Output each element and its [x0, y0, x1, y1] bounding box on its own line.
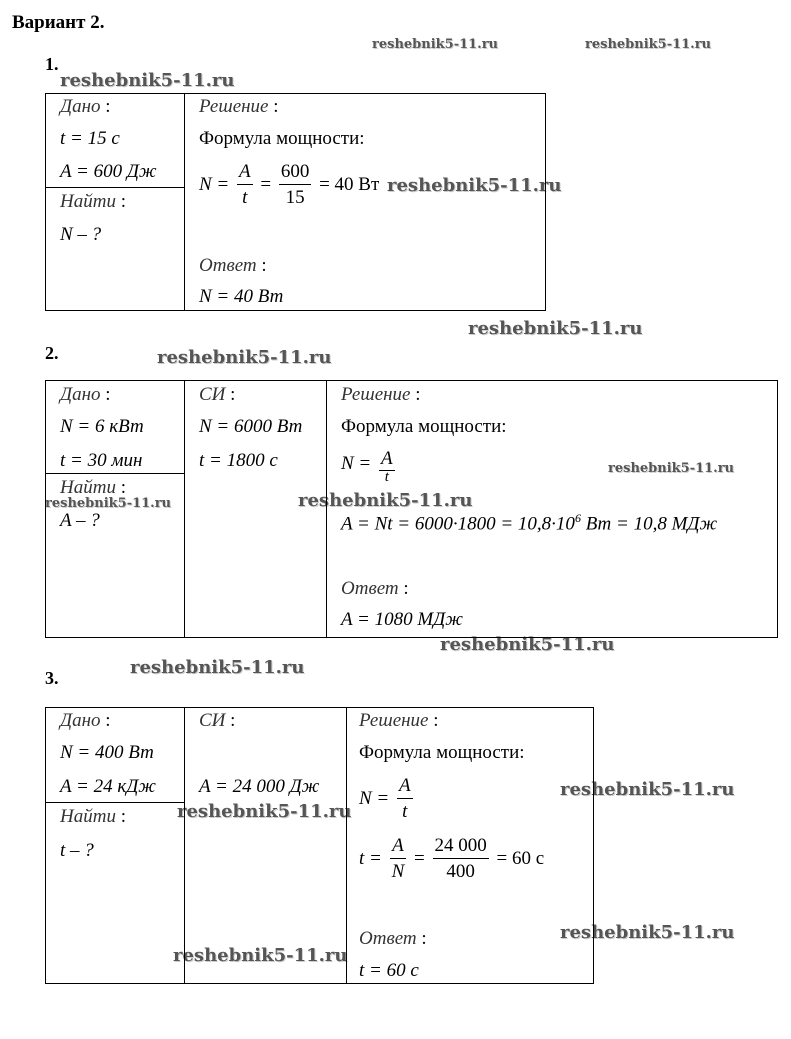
watermark: reshebnik5-11.ru	[468, 318, 643, 339]
table-divider	[326, 380, 327, 637]
given-value: N = 400 Вт	[60, 742, 154, 763]
formula-calc: N = $\frac{A}{t}$ = $\frac{600}{15}$ = 40 Вт	[199, 161, 380, 208]
given-header: Дано :	[60, 710, 111, 731]
formula-label: Формула мощности:	[199, 128, 365, 149]
formula-calc: t = $\frac{A}{N}$ = $\frac{24 000}{400}$ = 60 с	[359, 835, 545, 882]
si-value: t = 1800 с	[199, 450, 278, 471]
solution-header: Решение :	[359, 710, 439, 731]
given-header: Дано :	[60, 96, 111, 117]
answer-header: Ответ :	[359, 928, 427, 949]
given-value: A = 24 кДж	[60, 776, 156, 797]
given-value: N = 6 кВт	[60, 416, 144, 437]
table-divider	[45, 187, 185, 188]
answer-value: A = 1080 МДж	[341, 609, 463, 630]
given-header: Дано :	[60, 384, 111, 405]
problem-2-number: 2.	[45, 343, 59, 363]
watermark: reshebnik5-11.ru	[157, 347, 332, 368]
solution-header: Решение :	[199, 96, 279, 117]
find-header: Найти :	[60, 806, 126, 827]
si-header: СИ :	[199, 384, 236, 405]
answer-header: Ответ :	[199, 255, 267, 276]
find-value: t – ?	[60, 840, 94, 861]
watermark: reshebnik5-11.ru	[173, 945, 348, 966]
watermark: reshebnik5-11.ru	[60, 70, 235, 91]
formula-calc: $A = Nt = 6000\cdot 1800 = 10,8\cdot 10^6$ Вт = 10,8 МДж	[341, 511, 718, 535]
watermark: reshebnik5-11.ru	[298, 490, 473, 511]
formula-definition: N = $\frac{A}{t}$	[359, 775, 411, 822]
table-divider	[184, 707, 185, 983]
answer-value: N = 40 Вт	[199, 286, 284, 307]
find-value: N – ?	[60, 224, 102, 245]
watermark: reshebnik5-11.ru	[130, 657, 305, 678]
table-divider	[346, 707, 347, 983]
given-value: A = 600 Дж	[60, 161, 157, 182]
table-divider	[45, 802, 185, 803]
watermark: reshebnik5-11.ru	[387, 175, 562, 196]
formula-label: Формула мощности:	[341, 416, 507, 437]
si-value: A = 24 000 Дж	[199, 776, 320, 797]
watermark: reshebnik5-11.ru	[372, 37, 499, 52]
formula-definition: N = $\frac{A}{t}$	[341, 448, 393, 481]
table-divider	[184, 380, 185, 637]
answer-header: Ответ :	[341, 578, 409, 599]
watermark: reshebnik5-11.ru	[585, 37, 712, 52]
given-value: t = 30 мин	[60, 450, 143, 471]
solution-header: Решение :	[341, 384, 421, 405]
find-value: A – ?	[60, 510, 100, 531]
answer-value: t = 60 с	[359, 960, 419, 981]
page-title: Вариант 2.	[12, 12, 105, 33]
watermark: reshebnik5-11.ru	[440, 634, 615, 655]
table-divider	[184, 93, 185, 310]
watermark: reshebnik5-11.ru	[177, 801, 352, 822]
given-value: t = 15 с	[60, 128, 120, 149]
problem-1-number: 1.	[45, 54, 59, 74]
si-header: СИ :	[199, 710, 236, 731]
formula-label: Формула мощности:	[359, 742, 525, 763]
watermark: reshebnik5-11.ru	[45, 496, 172, 511]
watermark: reshebnik5-11.ru	[560, 779, 735, 800]
watermark: reshebnik5-11.ru	[608, 461, 735, 476]
find-header: Найти :	[60, 191, 126, 212]
si-value: N = 6000 Вт	[199, 416, 303, 437]
find-header: Найти :	[60, 477, 126, 498]
table-divider	[45, 473, 185, 474]
problem-3-number: 3.	[45, 668, 59, 688]
watermark: reshebnik5-11.ru	[560, 922, 735, 943]
